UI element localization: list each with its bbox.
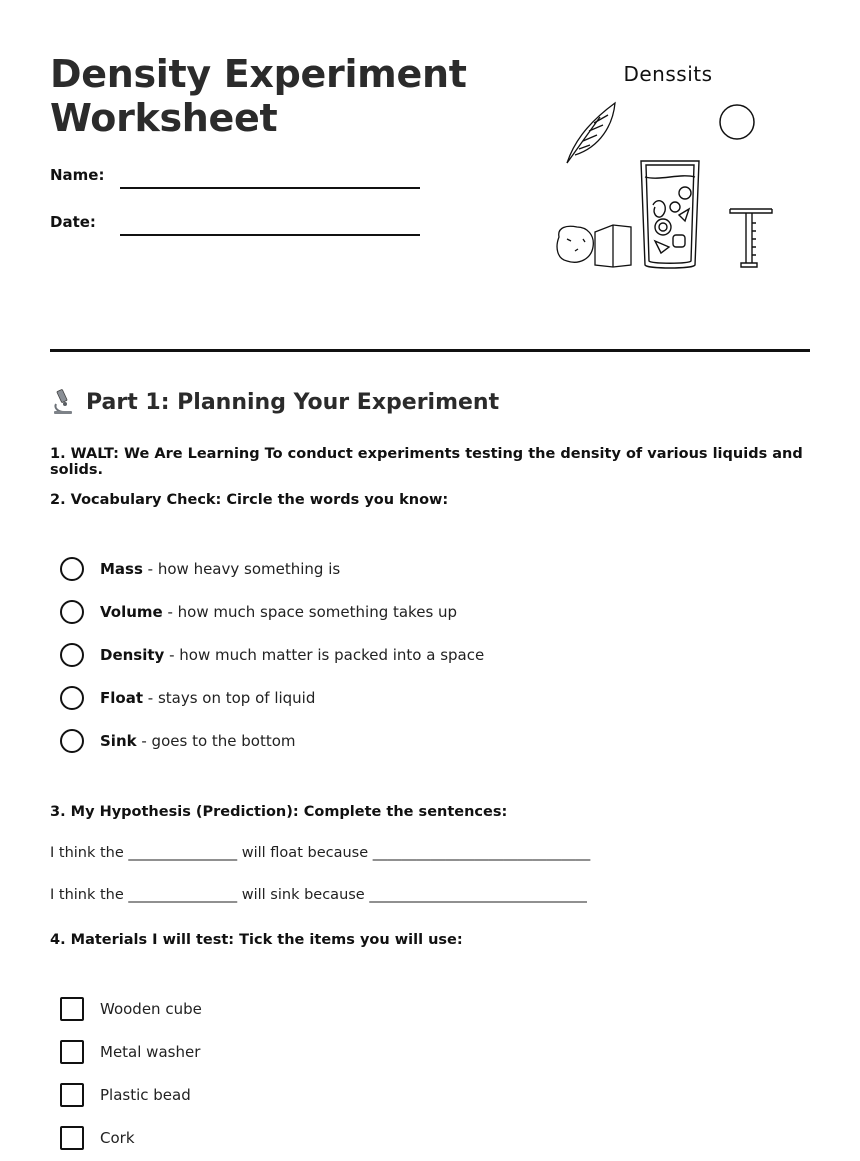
vocab-item[interactable] [60, 729, 296, 753]
microscope-icon [50, 388, 76, 416]
vocab-definition: - how much matter is packed into a space [164, 646, 485, 664]
material-label: Wooden cube [100, 1000, 202, 1018]
question-2-vocabulary: 2. Vocabulary Check: Circle the words you know: [50, 492, 449, 508]
title-line-2: Worksheet [50, 96, 278, 140]
vocab-definition: - how heavy something is [142, 560, 341, 578]
material-label: Metal washer [100, 1043, 201, 1061]
part-1-title: Part 1: Planning Your Experiment [86, 389, 500, 415]
name-label: Name: [50, 166, 105, 184]
measuring-cylinder-icon [730, 209, 772, 267]
vocab-item[interactable] [60, 686, 315, 710]
ball-icon [720, 105, 754, 139]
circle-option[interactable] [60, 600, 84, 624]
material-label: Plastic bead [100, 1086, 191, 1104]
illustration-label: Denssits [623, 62, 713, 86]
date-label: Date: [50, 213, 96, 231]
circle-option[interactable] [60, 729, 84, 753]
question-1-walt: 1. WALT: We Are Learning To conduct experiments testing the density of various liquids and solids. [50, 446, 803, 478]
material-item[interactable] [60, 997, 202, 1021]
circle-option[interactable] [60, 686, 84, 710]
material-checkbox[interactable] [60, 1126, 84, 1150]
material-checkbox[interactable] [60, 1083, 84, 1107]
material-checkbox[interactable] [60, 1040, 84, 1064]
beaker-icon [641, 161, 699, 268]
question-4-materials: 4. Materials I will test: Tick the items you will use: [50, 932, 463, 948]
vocab-definition: - goes to the bottom [136, 732, 296, 750]
vocab-term: Density [100, 646, 165, 664]
worksheet-title [50, 52, 467, 140]
part-1-heading [50, 388, 499, 416]
vocab-term: Mass [100, 560, 143, 578]
vocab-term: Sink [100, 732, 137, 750]
date-field[interactable] [120, 234, 420, 236]
hypothesis-float-sentence[interactable]: I think the _______________ will float because ______________________________ [50, 845, 591, 861]
material-item[interactable] [60, 1126, 135, 1150]
circle-option[interactable] [60, 643, 84, 667]
hypothesis-sink-sentence[interactable]: I think the _______________ will sink because ______________________________ [50, 887, 587, 903]
vocab-item[interactable] [60, 643, 484, 667]
rock-icon [557, 226, 593, 262]
material-checkbox[interactable] [60, 997, 84, 1021]
vocab-definition: - how much space something takes up [162, 603, 458, 621]
material-item[interactable] [60, 1040, 200, 1064]
title-line-1: Density Experiment [50, 52, 467, 96]
material-item[interactable] [60, 1083, 191, 1107]
vocab-term: Float [100, 689, 143, 707]
question-3-hypothesis: 3. My Hypothesis (Prediction): Complete the sentences: [50, 804, 508, 820]
vocab-item[interactable] [60, 600, 457, 624]
circle-option[interactable] [60, 557, 84, 581]
vocab-definition: - stays on top of liquid [143, 689, 316, 707]
name-field[interactable] [120, 187, 420, 189]
feather-icon [567, 103, 615, 163]
vocab-item[interactable] [60, 557, 340, 581]
vocab-term: Volume [100, 603, 163, 621]
header-divider [50, 349, 810, 352]
density-illustration [545, 55, 785, 280]
material-label: Cork [100, 1129, 135, 1147]
block-icon [595, 225, 631, 267]
